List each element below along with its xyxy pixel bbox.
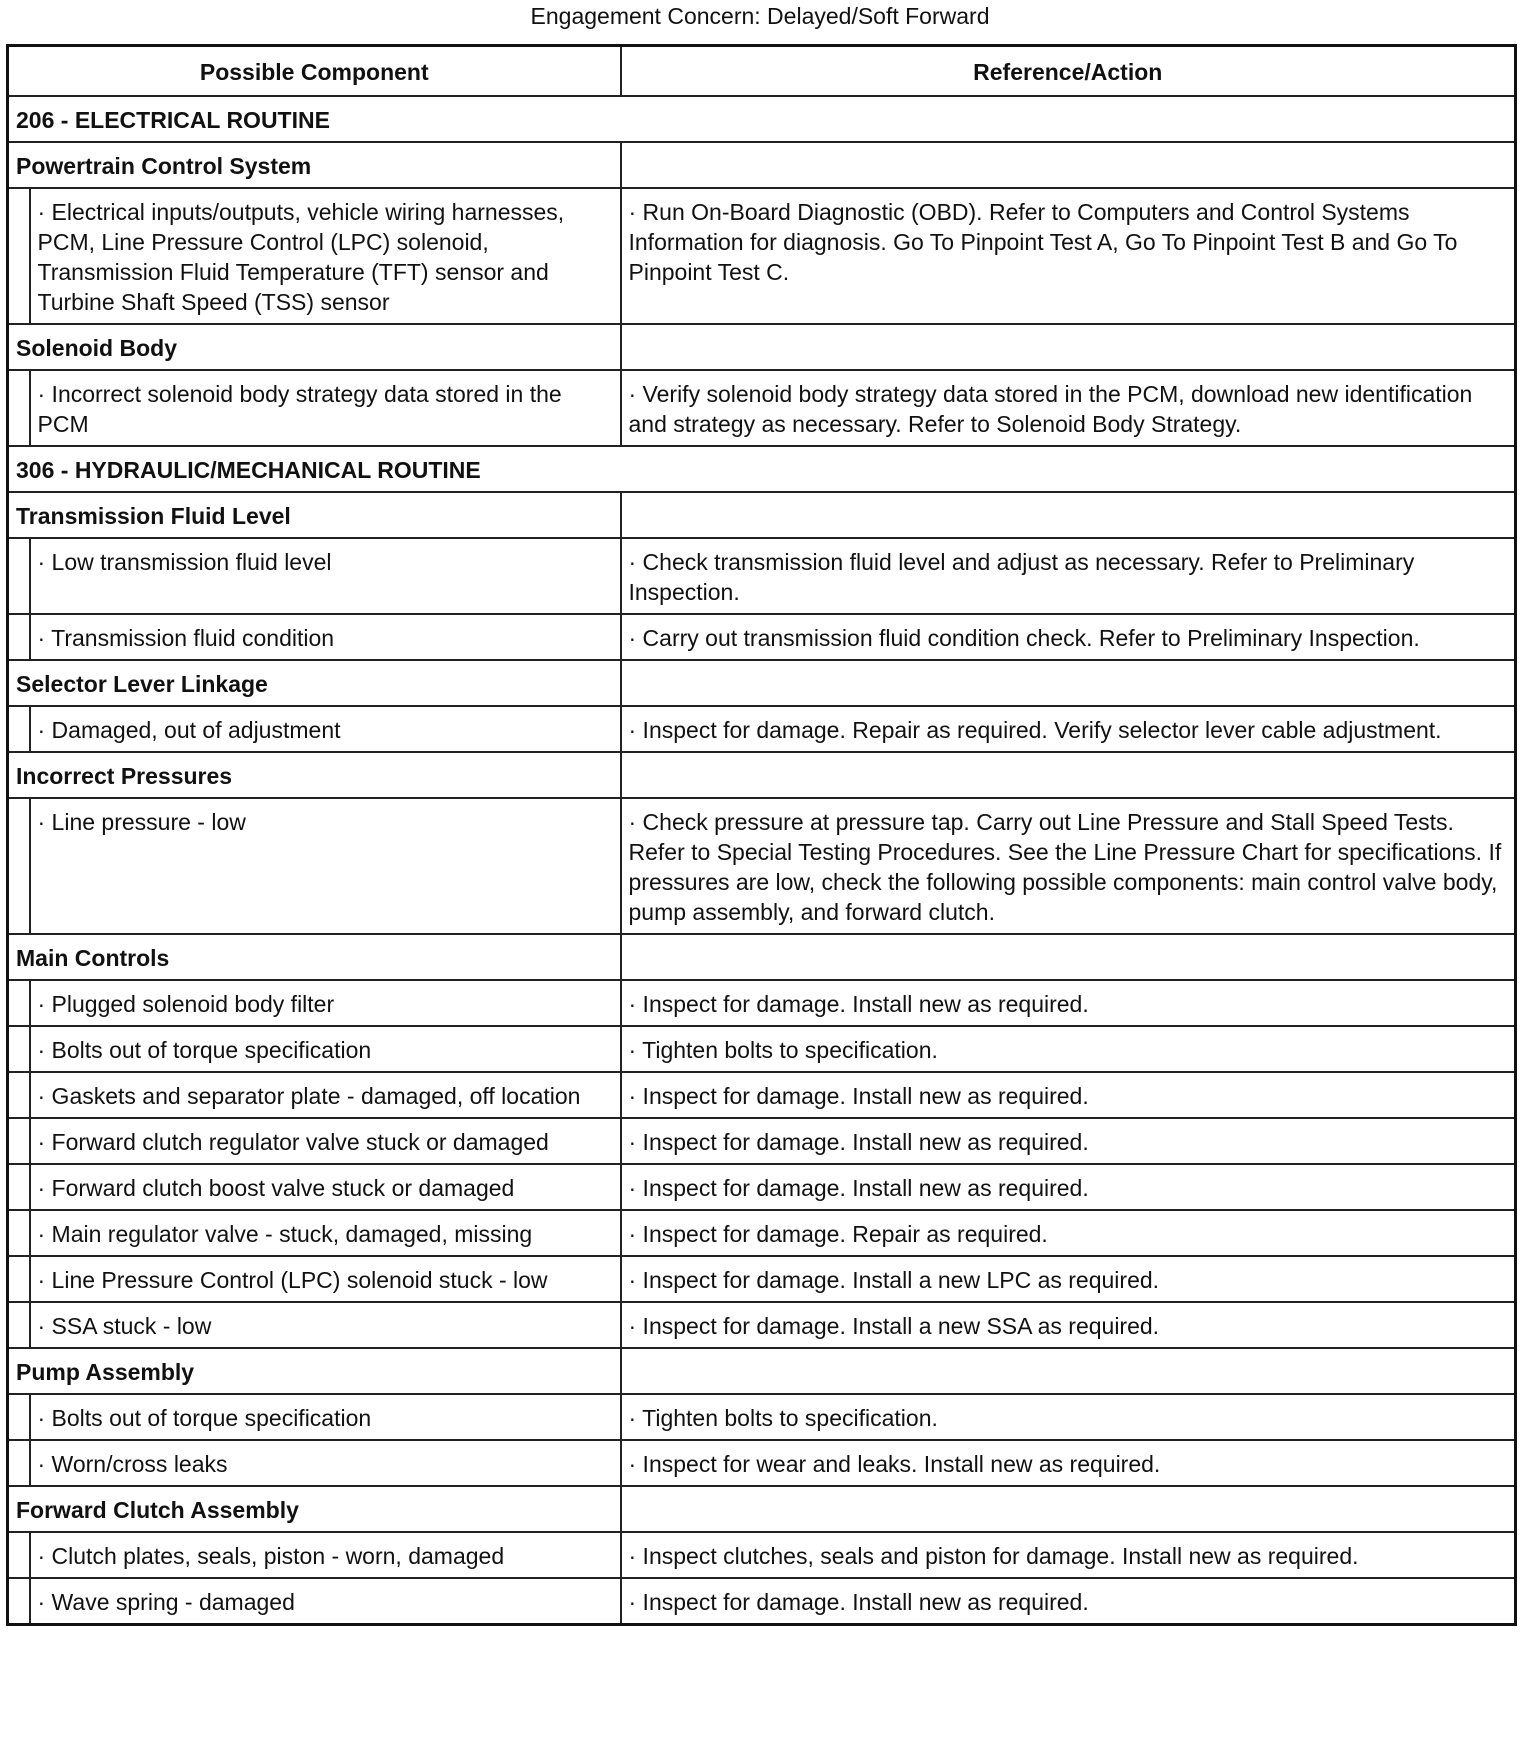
- group-row: [8, 752, 1516, 798]
- component-cell: · Forward clutch regulator valve stuck or damaged: [30, 1118, 621, 1164]
- action-cell: · Tighten bolts to specification.: [621, 1026, 1516, 1072]
- action-cell: · Inspect for damage. Install new as required.: [621, 1164, 1516, 1210]
- indent-cell: [8, 1072, 30, 1118]
- table-row: [8, 798, 1516, 934]
- indent-cell: [8, 1026, 30, 1072]
- table-row: [8, 980, 1516, 1026]
- action-cell: · Inspect for damage. Install a new SSA as required.: [621, 1302, 1516, 1348]
- action-cell: · Inspect for damage. Install a new LPC as required.: [621, 1256, 1516, 1302]
- table-row: [8, 1164, 1516, 1210]
- group-row: [8, 660, 1516, 706]
- table-row: [8, 1210, 1516, 1256]
- indent-cell: [8, 370, 30, 446]
- group-row: [8, 1348, 1516, 1394]
- group-action-blank: [621, 1348, 1516, 1394]
- header-row: [8, 46, 1516, 97]
- group-heading: Forward Clutch Assembly: [8, 1486, 621, 1532]
- indent-cell: [8, 1440, 30, 1486]
- component-cell: · Main regulator valve - stuck, damaged, missing: [30, 1210, 621, 1256]
- table-row: [8, 1118, 1516, 1164]
- component-cell: · Bolts out of torque specification: [30, 1026, 621, 1072]
- group-row: [8, 142, 1516, 188]
- action-cell: · Inspect for damage. Install new as required.: [621, 1578, 1516, 1625]
- action-cell: · Inspect for damage. Install new as required.: [621, 1072, 1516, 1118]
- table-row: [8, 370, 1516, 446]
- group-action-blank: [621, 1486, 1516, 1532]
- table-row: [8, 1440, 1516, 1486]
- table-row: [8, 538, 1516, 614]
- group-heading: Transmission Fluid Level: [8, 492, 621, 538]
- group-row: [8, 492, 1516, 538]
- component-cell: · Wave spring - damaged: [30, 1578, 621, 1625]
- header-possible-component: Possible Component: [8, 46, 621, 97]
- indent-cell: [8, 1118, 30, 1164]
- action-cell: · Check transmission fluid level and adjust as necessary. Refer to Preliminary Inspection.: [621, 538, 1516, 614]
- component-cell: · Transmission fluid condition: [30, 614, 621, 660]
- component-cell: · Electrical inputs/outputs, vehicle wiring harnesses, PCM, Line Pressure Control (LPC) solenoid, Transmission Fluid Temperature (TFT) sensor and Turbine Shaft Speed (TSS) sensor: [30, 188, 621, 324]
- group-row: [8, 324, 1516, 370]
- table-row: [8, 1256, 1516, 1302]
- group-action-blank: [621, 492, 1516, 538]
- action-cell: · Tighten bolts to specification.: [621, 1394, 1516, 1440]
- group-action-blank: [621, 934, 1516, 980]
- group-heading: Solenoid Body: [8, 324, 621, 370]
- group-action-blank: [621, 324, 1516, 370]
- table-row: [8, 1578, 1516, 1625]
- component-cell: · SSA stuck - low: [30, 1302, 621, 1348]
- section-heading: 306 - HYDRAULIC/MECHANICAL ROUTINE: [8, 446, 1516, 492]
- table-row: [8, 1394, 1516, 1440]
- table-row: [8, 188, 1516, 324]
- indent-cell: [8, 1578, 30, 1625]
- group-action-blank: [621, 660, 1516, 706]
- table-row: [8, 1302, 1516, 1348]
- group-heading: Selector Lever Linkage: [8, 660, 621, 706]
- action-cell: · Run On-Board Diagnostic (OBD). Refer to Computers and Control Systems Information for diagnosis. Go To Pinpoint Test A, Go To Pinpoint Test B and Go To Pinpoint Test C.: [621, 188, 1516, 324]
- component-cell: · Incorrect solenoid body strategy data stored in the PCM: [30, 370, 621, 446]
- component-cell: · Gaskets and separator plate - damaged, off location: [30, 1072, 621, 1118]
- action-cell: · Carry out transmission fluid condition check. Refer to Preliminary Inspection.: [621, 614, 1516, 660]
- table-row: [8, 1532, 1516, 1578]
- indent-cell: [8, 980, 30, 1026]
- component-cell: · Low transmission fluid level: [30, 538, 621, 614]
- indent-cell: [8, 1210, 30, 1256]
- action-cell: · Inspect for damage. Repair as required. Verify selector lever cable adjustment.: [621, 706, 1516, 752]
- component-cell: · Damaged, out of adjustment: [30, 706, 621, 752]
- action-cell: · Inspect clutches, seals and piston for damage. Install new as required.: [621, 1532, 1516, 1578]
- indent-cell: [8, 188, 30, 324]
- diagnosis-table: [6, 44, 1517, 1626]
- indent-cell: [8, 1532, 30, 1578]
- table-row: [8, 614, 1516, 660]
- group-row: [8, 934, 1516, 980]
- indent-cell: [8, 538, 30, 614]
- action-cell: · Inspect for damage. Install new as required.: [621, 980, 1516, 1026]
- group-heading: Main Controls: [8, 934, 621, 980]
- component-cell: · Line pressure - low: [30, 798, 621, 934]
- action-cell: · Verify solenoid body strategy data stored in the PCM, download new identification and strategy as necessary. Refer to Solenoid Body Strategy.: [621, 370, 1516, 446]
- group-action-blank: [621, 142, 1516, 188]
- header-reference-action: Reference/Action: [621, 46, 1516, 97]
- table-row: [8, 1072, 1516, 1118]
- indent-cell: [8, 1256, 30, 1302]
- section-row: [8, 96, 1516, 142]
- section-heading: 206 - ELECTRICAL ROUTINE: [8, 96, 1516, 142]
- component-cell: · Line Pressure Control (LPC) solenoid stuck - low: [30, 1256, 621, 1302]
- table-body: [8, 96, 1516, 1625]
- indent-cell: [8, 614, 30, 660]
- component-cell: · Worn/cross leaks: [30, 1440, 621, 1486]
- action-cell: · Check pressure at pressure tap. Carry out Line Pressure and Stall Speed Tests. Refer to Special Testing Procedures. See the Line Pressure Chart for specifications. If pressures are low, check the following possible components: main control valve body, pump assembly, and forward clutch.: [621, 798, 1516, 934]
- component-cell: · Clutch plates, seals, piston - worn, damaged: [30, 1532, 621, 1578]
- table-row: [8, 706, 1516, 752]
- action-cell: · Inspect for damage. Repair as required.: [621, 1210, 1516, 1256]
- indent-cell: [8, 706, 30, 752]
- indent-cell: [8, 1164, 30, 1210]
- indent-cell: [8, 1302, 30, 1348]
- group-heading: Incorrect Pressures: [8, 752, 621, 798]
- group-row: [8, 1486, 1516, 1532]
- action-cell: · Inspect for damage. Install new as required.: [621, 1118, 1516, 1164]
- group-heading: Pump Assembly: [8, 1348, 621, 1394]
- indent-cell: [8, 1394, 30, 1440]
- component-cell: · Bolts out of torque specification: [30, 1394, 621, 1440]
- component-cell: · Plugged solenoid body filter: [30, 980, 621, 1026]
- table-row: [8, 1026, 1516, 1072]
- indent-cell: [8, 798, 30, 934]
- action-cell: · Inspect for wear and leaks. Install new as required.: [621, 1440, 1516, 1486]
- group-heading: Powertrain Control System: [8, 142, 621, 188]
- component-cell: · Forward clutch boost valve stuck or damaged: [30, 1164, 621, 1210]
- section-row: [8, 446, 1516, 492]
- page-title: Engagement Concern: Delayed/Soft Forward: [530, 3, 990, 29]
- group-action-blank: [621, 752, 1516, 798]
